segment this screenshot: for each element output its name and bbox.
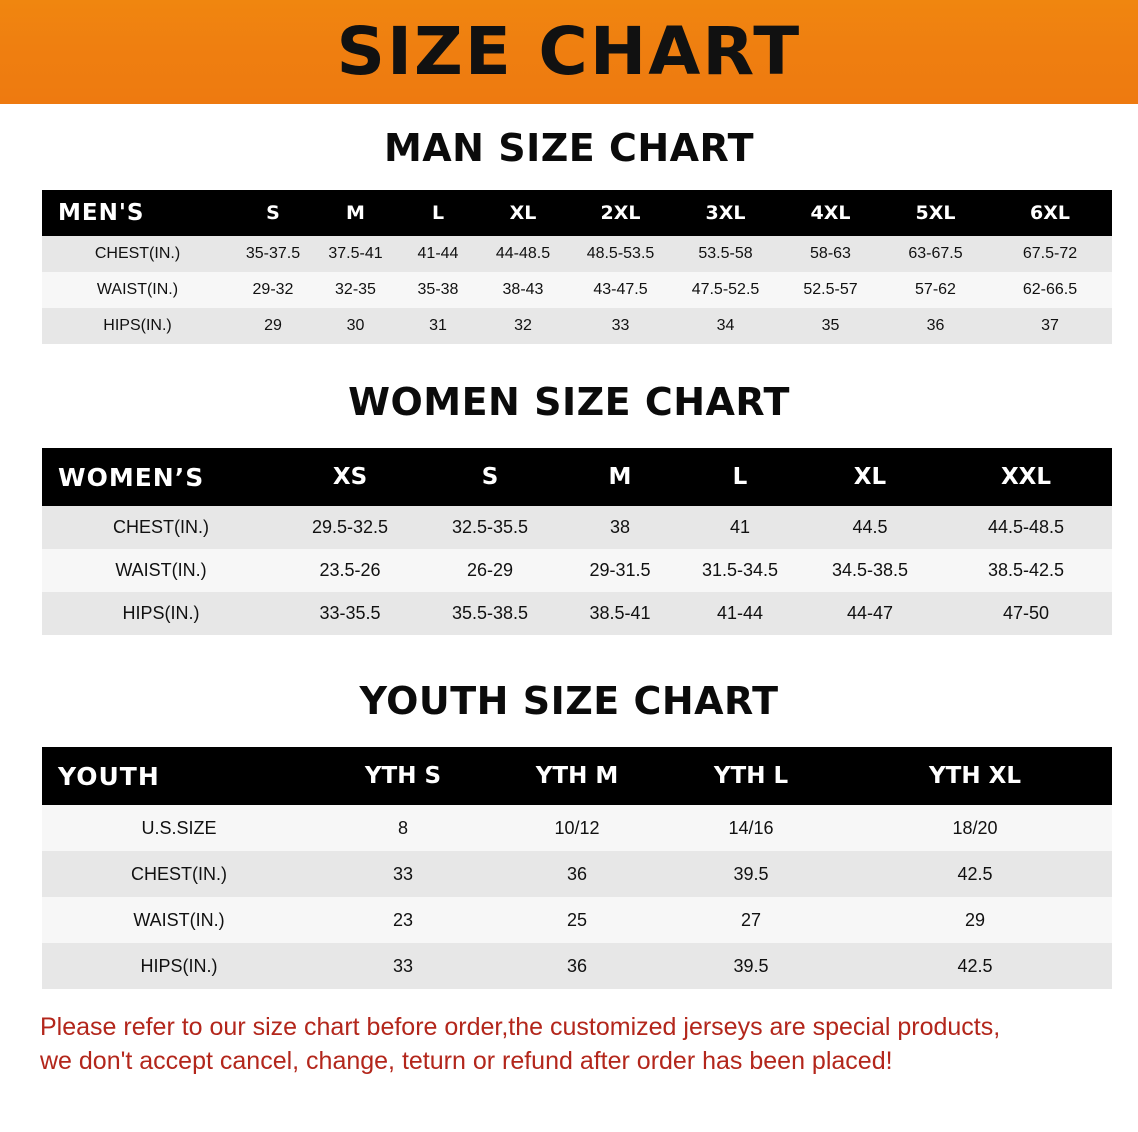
man-table-wrap — [42, 190, 1096, 344]
disclaimer-note — [40, 1011, 1098, 1079]
man-col-3xl: 3XL — [673, 190, 778, 236]
youth-col-yth-xl: YTH XL — [838, 747, 1112, 805]
man-waist-6xl: 62-66.5 — [988, 272, 1112, 308]
women-hips-xl: 44-47 — [800, 592, 940, 635]
women-chest-m: 38 — [560, 506, 680, 549]
man-waist-l: 35-38 — [398, 272, 478, 308]
youth-row-chest-label: CHEST(IN.) — [42, 851, 316, 897]
women-table-wrap — [42, 448, 1096, 635]
women-hips-s: 35.5-38.5 — [420, 592, 560, 635]
women-row-waist-label: WAIST(IN.) — [42, 549, 280, 592]
youth-row-hips-label: HIPS(IN.) — [42, 943, 316, 989]
man-hips-2xl: 33 — [568, 308, 673, 344]
women-corner-label: WOMEN’S — [42, 448, 280, 506]
youth-corner-label: YOUTH — [42, 747, 316, 805]
youth-hips-m: 36 — [490, 943, 664, 989]
man-waist-xl: 38-43 — [478, 272, 568, 308]
women-waist-xxl: 38.5-42.5 — [940, 549, 1112, 592]
women-row-hips-label: HIPS(IN.) — [42, 592, 280, 635]
man-hips-6xl: 37 — [988, 308, 1112, 344]
women-size-table — [42, 448, 1112, 635]
women-chest-xs: 29.5-32.5 — [280, 506, 420, 549]
table-row — [42, 592, 1112, 635]
youth-chest-s: 33 — [316, 851, 490, 897]
women-section-title: WOMEN SIZE CHART — [348, 380, 790, 424]
man-table-head — [42, 190, 1112, 236]
women-hips-xs: 33-35.5 — [280, 592, 420, 635]
man-table-body — [42, 236, 1112, 344]
table-row — [42, 236, 1112, 272]
man-waist-2xl: 43-47.5 — [568, 272, 673, 308]
women-waist-s: 26-29 — [420, 549, 560, 592]
man-chest-m: 37.5-41 — [313, 236, 398, 272]
youth-row-waist-label: WAIST(IN.) — [42, 897, 316, 943]
women-col-s: S — [420, 448, 560, 506]
youth-chest-m: 36 — [490, 851, 664, 897]
man-size-table — [42, 190, 1112, 344]
man-waist-3xl: 47.5-52.5 — [673, 272, 778, 308]
youth-header-row — [42, 747, 1112, 805]
women-waist-m: 29-31.5 — [560, 549, 680, 592]
women-col-l: L — [680, 448, 800, 506]
women-col-xxl: XXL — [940, 448, 1112, 506]
table-row — [42, 506, 1112, 549]
women-chest-xxl: 44.5-48.5 — [940, 506, 1112, 549]
man-hips-4xl: 35 — [778, 308, 883, 344]
man-row-chest-label: CHEST(IN.) — [42, 236, 233, 272]
table-row — [42, 897, 1112, 943]
youth-waist-s: 23 — [316, 897, 490, 943]
man-chest-s: 35-37.5 — [233, 236, 313, 272]
man-col-l: L — [398, 190, 478, 236]
women-table-body — [42, 506, 1112, 635]
women-col-xl: XL — [800, 448, 940, 506]
youth-waist-l: 27 — [664, 897, 838, 943]
youth-row-ussize-label: U.S.SIZE — [42, 805, 316, 851]
table-row — [42, 308, 1112, 344]
table-row — [42, 943, 1112, 989]
youth-table-wrap — [42, 747, 1096, 989]
women-waist-l: 31.5-34.5 — [680, 549, 800, 592]
youth-section-title: YOUTH SIZE CHART — [359, 679, 779, 723]
man-chest-5xl: 63-67.5 — [883, 236, 988, 272]
page-banner — [0, 0, 1138, 104]
man-waist-4xl: 52.5-57 — [778, 272, 883, 308]
women-row-chest-label: CHEST(IN.) — [42, 506, 280, 549]
youth-ussize-l: 14/16 — [664, 805, 838, 851]
women-hips-xxl: 47-50 — [940, 592, 1112, 635]
women-hips-m: 38.5-41 — [560, 592, 680, 635]
man-col-5xl: 5XL — [883, 190, 988, 236]
women-col-m: M — [560, 448, 680, 506]
man-row-hips-label: HIPS(IN.) — [42, 308, 233, 344]
youth-hips-l: 39.5 — [664, 943, 838, 989]
page-title: SIZE CHART — [336, 13, 802, 90]
man-header-row — [42, 190, 1112, 236]
youth-waist-xl: 29 — [838, 897, 1112, 943]
youth-table-head — [42, 747, 1112, 805]
disclaimer-line-2: we don't accept cancel, change, teturn or refund after order has been placed! — [40, 1046, 893, 1075]
table-row — [42, 851, 1112, 897]
youth-chest-xl: 42.5 — [838, 851, 1112, 897]
women-waist-xl: 34.5-38.5 — [800, 549, 940, 592]
man-col-xl: XL — [478, 190, 568, 236]
women-chest-s: 32.5-35.5 — [420, 506, 560, 549]
man-chest-6xl: 67.5-72 — [988, 236, 1112, 272]
man-chest-3xl: 53.5-58 — [673, 236, 778, 272]
man-col-2xl: 2XL — [568, 190, 673, 236]
women-waist-xs: 23.5-26 — [280, 549, 420, 592]
table-row — [42, 549, 1112, 592]
women-col-xs: XS — [280, 448, 420, 506]
youth-ussize-m: 10/12 — [490, 805, 664, 851]
table-row — [42, 272, 1112, 308]
man-chest-4xl: 58-63 — [778, 236, 883, 272]
man-hips-s: 29 — [233, 308, 313, 344]
disclaimer-line-1: Please refer to our size chart before order,the customized jerseys are special products, — [40, 1013, 1001, 1041]
women-chest-xl: 44.5 — [800, 506, 940, 549]
man-waist-5xl: 57-62 — [883, 272, 988, 308]
man-section-title: MAN SIZE CHART — [383, 126, 755, 170]
man-chest-2xl: 48.5-53.5 — [568, 236, 673, 272]
youth-hips-xl: 42.5 — [838, 943, 1112, 989]
table-row — [42, 805, 1112, 851]
man-hips-l: 31 — [398, 308, 478, 344]
youth-hips-s: 33 — [316, 943, 490, 989]
youth-ussize-xl: 18/20 — [838, 805, 1112, 851]
man-waist-s: 29-32 — [233, 272, 313, 308]
youth-col-yth-l: YTH L — [664, 747, 838, 805]
youth-chest-l: 39.5 — [664, 851, 838, 897]
man-col-4xl: 4XL — [778, 190, 883, 236]
youth-size-table — [42, 747, 1112, 989]
man-hips-m: 30 — [313, 308, 398, 344]
man-chest-xl: 44-48.5 — [478, 236, 568, 272]
women-chest-l: 41 — [680, 506, 800, 549]
man-corner-label: MEN'S — [42, 190, 233, 236]
man-chest-l: 41-44 — [398, 236, 478, 272]
man-waist-m: 32-35 — [313, 272, 398, 308]
youth-col-yth-s: YTH S — [316, 747, 490, 805]
women-hips-l: 41-44 — [680, 592, 800, 635]
youth-col-yth-m: YTH M — [490, 747, 664, 805]
man-hips-5xl: 36 — [883, 308, 988, 344]
man-hips-xl: 32 — [478, 308, 568, 344]
youth-table-body — [42, 805, 1112, 989]
youth-ussize-s: 8 — [316, 805, 490, 851]
youth-waist-m: 25 — [490, 897, 664, 943]
women-table-head — [42, 448, 1112, 506]
man-row-waist-label: WAIST(IN.) — [42, 272, 233, 308]
man-col-s: S — [233, 190, 313, 236]
women-header-row — [42, 448, 1112, 506]
man-hips-3xl: 34 — [673, 308, 778, 344]
man-col-m: M — [313, 190, 398, 236]
man-col-6xl: 6XL — [988, 190, 1112, 236]
